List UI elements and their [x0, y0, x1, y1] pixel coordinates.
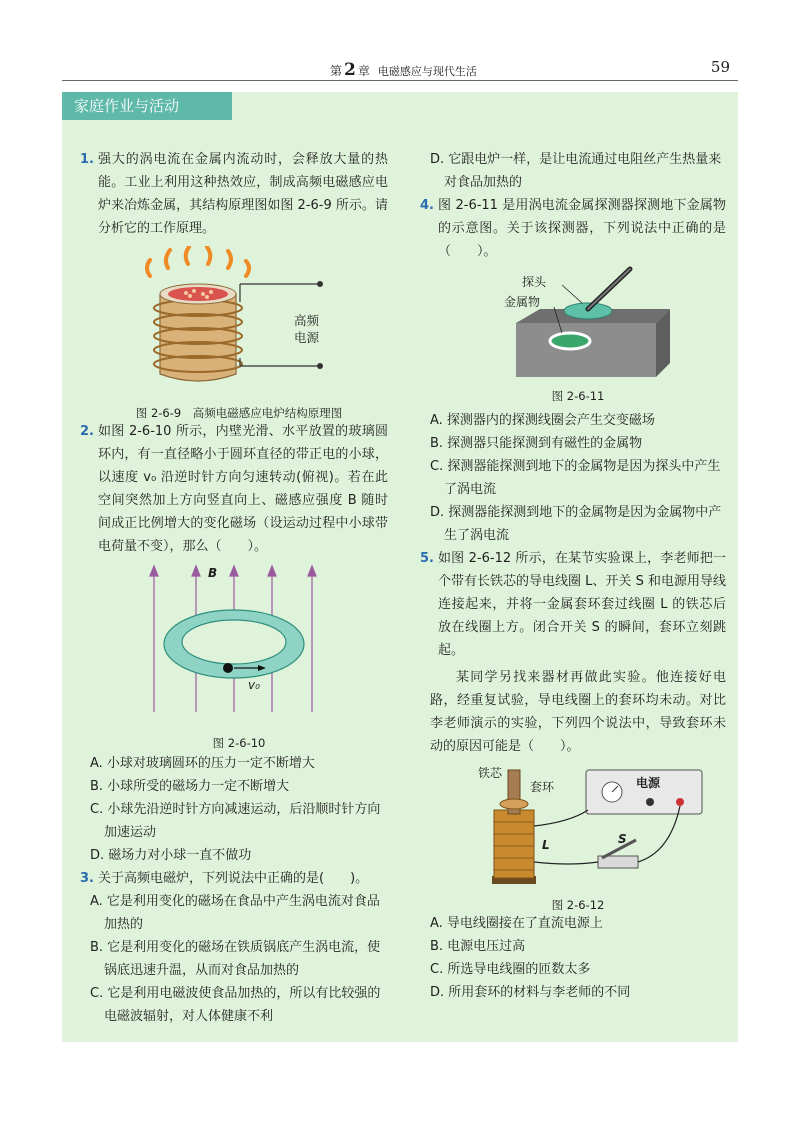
option-a: A. 它是利用变化的磁场在食品中产生涡电流对食品加热的 [90, 894, 380, 932]
question-text: 图 2-6-11 是用涡电流金属探测器探测地下金属物的示意图。关于该探测器，下列说法中正确的是（ ）。 [438, 198, 726, 259]
question-4 [420, 194, 726, 263]
option-d: D. 探测器能探测到地下的金属物是因为金属物中产生了涡电流 [430, 505, 722, 543]
question-4-options [430, 409, 726, 547]
chapter-number: 2 [344, 60, 356, 80]
chapter-title: 电磁感应与现代生活 [377, 65, 477, 78]
option-c: C. 小球先沿逆时针方向减速运动，后沿顺时针方向加速运动 [90, 802, 381, 840]
question-number: 3. [80, 871, 94, 886]
option-b: B. 探测器只能探测到有磁性的金属物 [430, 436, 643, 451]
option-d: D. 它跟电炉一样，是让电流通过电阻丝产生热量来对食品加热的 [430, 152, 722, 190]
question-text: 关于高频电磁炉，下列说法中正确的是( )。 [98, 871, 369, 886]
right-column [420, 148, 726, 1004]
option-b: B. 它是利用变化的磁场在铁质锅底产生涡电流，使锅底迅速升温，从而对食品加热的 [90, 940, 381, 978]
left-column [80, 148, 388, 1028]
figure-caption: 图 2-6-12 [551, 898, 605, 912]
chapter-prefix: 第 [330, 64, 343, 78]
question-number: 5. [420, 551, 434, 566]
fig-label-core: 铁芯 [478, 766, 503, 780]
fig-label-probe: 探头 [522, 275, 547, 289]
question-1 [80, 148, 388, 240]
question-3-options [90, 890, 388, 1028]
ball-icon [223, 663, 233, 673]
option-c: C. 所选导电线圈的匝数太多 [430, 962, 591, 977]
glass-ring-diagram [90, 562, 388, 720]
section-tab: 家庭作业与活动 [62, 92, 232, 120]
option-a: A. 导电线圈接在了直流电源上 [430, 916, 603, 931]
question-text: 如图 2-6-12 所示，在某节实验课上，李老师把一个带有长铁芯的导电线圈 L、开关 S 和电源用导线连接起来，并将一金属套环套过线圈 L 的铁芯后放在线圈上方。闭合开关 S 的瞬间，套环立刻跳起。 [438, 551, 726, 658]
induction-furnace-diagram [90, 246, 388, 396]
chapter-heading [330, 60, 477, 80]
page-header [62, 56, 738, 80]
page-number: 59 [710, 58, 730, 76]
figure-2-6-10 [90, 562, 388, 750]
figure-2-6-9 [90, 246, 388, 420]
question-number: 4. [420, 198, 434, 213]
question-5 [420, 547, 726, 662]
jumping-ring-diagram [430, 762, 726, 888]
figure-caption: 图 2-6-9 高频电磁感应电炉结构原理图 [135, 406, 343, 420]
figure-2-6-11 [430, 265, 726, 401]
figure-2-6-12 [430, 762, 726, 912]
question-2-options [90, 752, 388, 867]
option-a: A. 小球对玻璃圆环的压力一定不断增大 [90, 756, 315, 771]
question-text: 如图 2-6-10 所示，内壁光滑、水平放置的玻璃圆环内，有一直径略小于圆环直径的带正电的小球，以速度 v₀ 沿逆时针方向匀速转动(俯视)。若在此空间突然加上方向竖直向上、磁感应强度 B 随时间成正比例增大的变化磁场（设运动过程中小球带电荷量不变），那么（ ）。 [98, 424, 388, 554]
option-d: D. 所用套环的材料与李老师的不同 [430, 985, 631, 1000]
option-a: A. 探测器内的探测线圈会产生交变磁场 [430, 413, 655, 428]
option-b: B. 电源电压过高 [430, 939, 526, 954]
fig-label-v0: v₀ [248, 678, 260, 692]
option-c: C. 探测器能探测到地下的金属物是因为探头中产生了涡电流 [430, 459, 721, 497]
fig-label-power: 电源 [636, 776, 661, 790]
fig-label-l: L [542, 838, 550, 852]
option-b: B. 小球所受的磁场力一定不断增大 [90, 779, 290, 794]
question-2 [80, 420, 388, 558]
option-d: D. 磁场力对小球一直不做功 [90, 848, 252, 863]
question-5-options [430, 912, 726, 1004]
question-3 [80, 867, 388, 890]
figure-caption: 图 2-6-10 [212, 736, 266, 750]
fig-label-b: B [208, 566, 218, 580]
fig-label-s: S [618, 832, 627, 846]
figure-caption: 图 2-6-11 [551, 389, 605, 403]
header-rule [62, 80, 738, 81]
fig-label-ring: 套环 [530, 780, 555, 794]
question-number: 2. [80, 424, 94, 439]
fig-label-metal: 金属物 [504, 295, 541, 309]
question-5-para2: 某同学另找来器材再做此实验。他连接好电路，经重复试验，导电线圈上的套环均未动。对比李老师演示的实验，下列四个说法中，导致套环未动的原因可能是（ ）。 [430, 670, 726, 754]
metal-detector-diagram [430, 265, 726, 379]
option-c: C. 它是利用电磁波使食品加热的，所以有比较强的电磁波辐射，对人体健康不利 [90, 986, 381, 1024]
chapter-suffix: 章 [357, 64, 370, 78]
question-number: 1. [80, 152, 94, 167]
heat-flames-icon [147, 247, 249, 276]
fig-label-power: 高频电源 [294, 313, 320, 345]
question-text: 强大的涡电流在金属内流动时，会释放大量的热能。工业上利用这种热效应，制成高频电磁感应电炉来冶炼金属，其结构原理图如图 2-6-9 所示。请分析它的工作原理。 [98, 152, 388, 236]
